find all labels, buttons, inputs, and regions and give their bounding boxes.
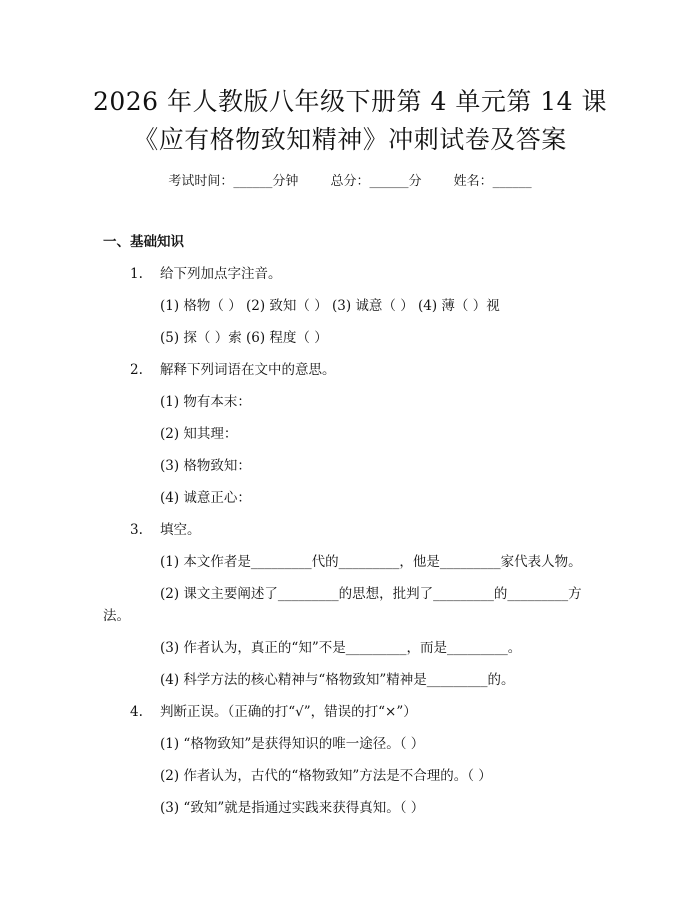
q3-item-1: (1) 本文作者是_________代的_________，他是_________家代表人物。	[160, 554, 582, 570]
q2-item-2: (2) 知其理：	[160, 426, 238, 442]
question-2	[130, 358, 336, 378]
q2-item-4: (4) 诚意正心：	[160, 490, 251, 506]
question-number: 2.	[130, 362, 143, 378]
q2-item-3: (3) 格物致知：	[160, 458, 251, 474]
question-number: 4.	[130, 704, 143, 720]
q4-item-3: (3) “致知”就是指通过实践来获得真知。（ ）	[160, 800, 425, 816]
q1-item-1: (1) 格物（ ） (2) 致知（ ） (3) 诚意（ ） (4) 薄（ ）视	[160, 298, 500, 314]
question-number: 3.	[130, 522, 143, 538]
q1-item-2: (5) 探（ ）索 (6) 程度（ ）	[160, 330, 328, 346]
question-4	[130, 700, 417, 720]
question-text: 填空。	[160, 522, 201, 538]
question-text: 解释下列词语在文中的意思。	[160, 362, 336, 378]
q3-item-2-wrap: 法。	[103, 608, 130, 624]
q4-item-2: (2) 作者认为，古代的“格物致知”方法是不合理的。（ ）	[160, 768, 492, 784]
title-line-2: 《应有格物致知精神》冲刺试卷及答案	[133, 125, 567, 154]
exam-score: 总分：______分	[330, 174, 422, 189]
question-1	[130, 262, 282, 282]
section-heading: 一、基础知识	[103, 234, 184, 250]
q3-item-4: (4) 科学方法的核心精神与“格物致知”精神是_________的。	[160, 672, 515, 688]
q3-item-3: (3) 作者认为，真正的“知”不是_________，而是_________。	[160, 640, 522, 656]
question-text: 判断正误。（正确的打“√”，错误的打“×”）	[160, 704, 417, 720]
exam-info	[0, 170, 700, 189]
question-text: 给下列加点字注音。	[160, 266, 282, 282]
q4-item-1: (1) “格物致知”是获得知识的唯一途径。（ ）	[160, 736, 425, 752]
exam-time: 考试时间：______分钟	[168, 174, 299, 189]
exam-name: 姓名：______	[453, 174, 532, 189]
question-number: 1.	[130, 266, 143, 282]
q3-item-2: (2) 课文主要阐述了_________的思想，批判了_________的_________方	[160, 586, 582, 602]
q2-item-1: (1) 物有本末：	[160, 394, 251, 410]
question-3	[130, 518, 201, 538]
title-line-1: 2026 年人教版八年级下册第 4 单元第 14 课	[92, 87, 608, 116]
